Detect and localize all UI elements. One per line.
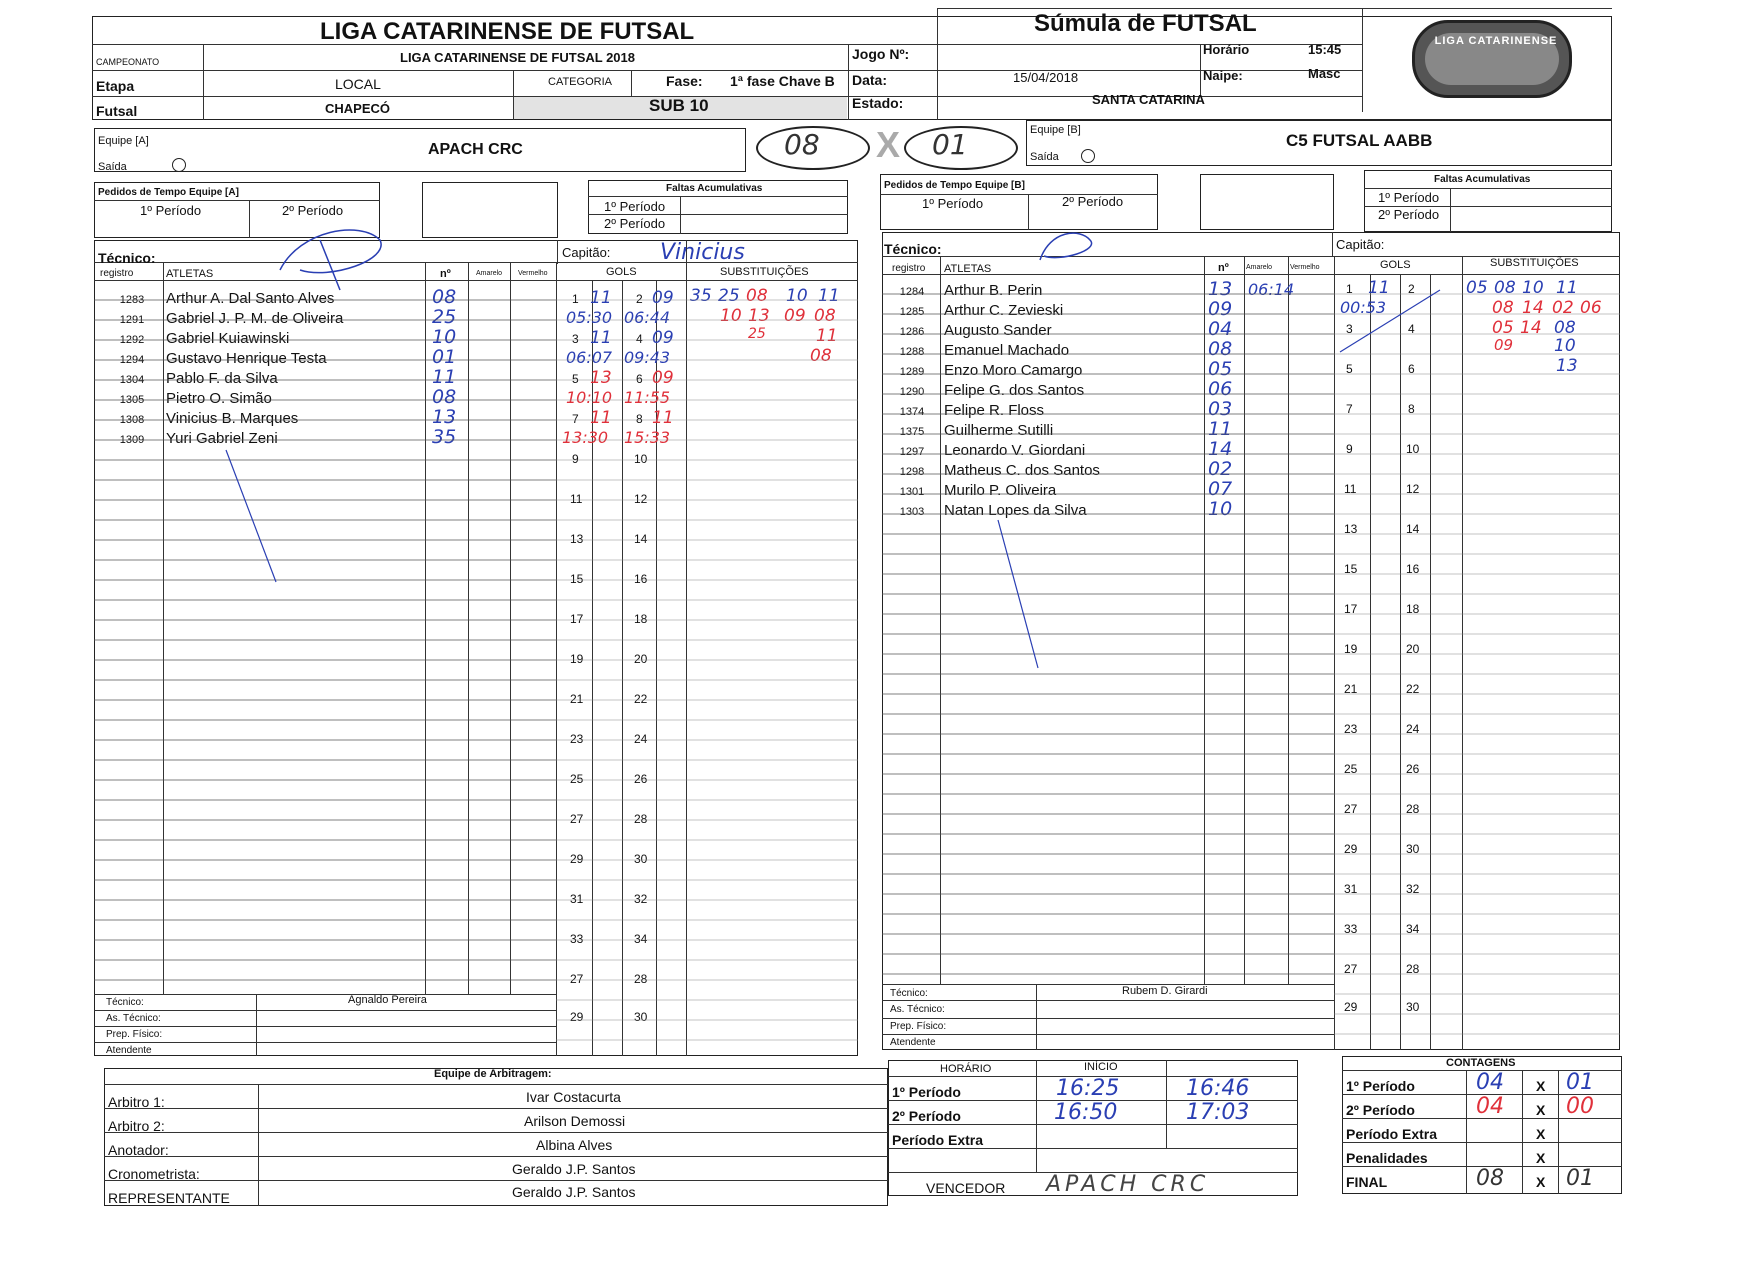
team-a-reg: 1304 (119, 374, 145, 386)
team-b-player-name: Murilo P. Oliveira (944, 482, 1057, 499)
goal-player-num: 11 (590, 288, 612, 308)
period-end-time: 17:03 (1186, 1100, 1250, 1125)
period-start-time: 16:50 (1054, 1100, 1118, 1125)
referee-label: Arbitro 2: (108, 1118, 165, 1134)
team-b-player-name: Natan Lopes da Silva (944, 502, 1087, 519)
team-a-saida-label: Saída (98, 161, 127, 173)
team-b-reg: 1290 (899, 386, 925, 398)
goal-time: 06:07 (566, 348, 613, 367)
team-a-captain-hw: Vinicius (660, 240, 745, 265)
futsal-value: CHAPECÓ (325, 101, 391, 116)
logo-text: LIGA CATARINENSE (1434, 35, 1558, 47)
team-a-player-num: 35 (432, 426, 457, 448)
etapa-value: LOCAL (335, 76, 381, 92)
goal-time: 10:10 (566, 388, 613, 407)
team-b-reg: 1374 (899, 406, 925, 418)
team-a-player-num: 08 (432, 286, 457, 308)
team-a-player-num: 01 (432, 346, 457, 368)
row-line (1340, 290, 1440, 352)
period-label: Período Extra (892, 1132, 984, 1148)
team-b-reg: 1301 (899, 486, 925, 498)
referee-name: Albina Alves (536, 1137, 613, 1153)
team-b-staff-tecnico-label: Técnico: (890, 988, 928, 999)
futsal-label: Futsal (96, 103, 138, 119)
referees-box (104, 1068, 888, 1206)
vencedor-label: VENCEDOR (926, 1180, 1006, 1196)
sub-entry: 09 (1494, 336, 1514, 354)
estado-label: Estado: (852, 95, 904, 111)
sub-entry: 08 (1492, 298, 1514, 318)
team-a-prep-fisico-label: Prep. Físico: (106, 1029, 163, 1040)
fase-value: 1ª fase Chave B (730, 73, 835, 89)
score-b: 01 (932, 128, 968, 161)
inicio-header: INÍCIO (1084, 1061, 1118, 1073)
count-x: X (1536, 1150, 1546, 1166)
referee-label: REPRESENTANTE (108, 1190, 230, 1206)
team-b-reg: 1375 (899, 426, 925, 438)
team-b-goal-time: 00:53 (1340, 298, 1387, 317)
team-b-yellow-header: Amarelo (1246, 264, 1273, 271)
count-x: X (1536, 1126, 1546, 1142)
sub-entry: 10 (1522, 278, 1544, 298)
team-a-coach-name: Agnaldo Pereira (348, 994, 427, 1006)
team-b-saida-label: Saída (1030, 151, 1059, 163)
goal-number: 2 (636, 292, 643, 306)
fouls-b-title: Faltas Acumulativas (1434, 174, 1531, 185)
count-label: Período Extra (1346, 1126, 1438, 1142)
team-a-num-header: nº (440, 268, 451, 280)
period-end-time: 16:46 (1186, 1076, 1250, 1101)
sub-entry: 06 (1580, 298, 1602, 318)
team-a-atendente-label: Atendente (106, 1045, 152, 1056)
goal-time: 06:44 (624, 308, 671, 327)
team-b-goal-player-num: 11 (1368, 278, 1390, 298)
period-start-time: 16:25 (1056, 1076, 1120, 1101)
count-label: 1º Período (1346, 1078, 1415, 1094)
team-a-tecnico-label: Técnico: (98, 250, 156, 266)
count-label: FINAL (1346, 1174, 1388, 1190)
count-a: 04 (1476, 1094, 1504, 1119)
team-b-num-header: nº (1218, 262, 1229, 274)
count-b: 01 (1566, 1166, 1594, 1191)
team-b-player-num: 02 (1208, 458, 1233, 480)
team-b-player-num: 11 (1208, 418, 1233, 440)
team-a-red-header: Vermelho (518, 270, 548, 277)
sub-entry: 11 (818, 286, 840, 306)
team-b-player-num: 07 (1208, 478, 1233, 500)
goal-time: 15:33 (624, 428, 671, 447)
team-b-player-name: Augusto Sander (944, 322, 1052, 339)
timeouts-a-p2: 2º Período (282, 203, 344, 218)
sub-entry: 05 (1466, 278, 1488, 298)
referee-name: Arilson Demossi (524, 1113, 626, 1129)
count-x: X (1536, 1174, 1546, 1190)
sub-entry: 02 (1552, 298, 1574, 318)
naipe-label: Naipe: (1203, 68, 1243, 83)
fouls-b-p1: 1º Período (1378, 190, 1440, 205)
team-b-player-num: 08 (1208, 338, 1233, 360)
team-a-player-name: Gustavo Henrique Testa (166, 350, 327, 367)
count-x: X (1536, 1102, 1546, 1118)
versus-mark: X (876, 124, 901, 165)
team-a-player-name: Pablo F. da Silva (166, 370, 278, 387)
sub-entry: 08 (814, 306, 836, 326)
referee-name: Geraldo J.P. Santos (512, 1161, 636, 1177)
sub-entry: 09 (784, 306, 806, 326)
coach-a-signature (280, 230, 381, 290)
team-b-registro-header: registro (892, 263, 926, 274)
categoria-label: CATEGORIA (548, 76, 612, 88)
team-b-reg: 1288 (899, 346, 925, 358)
campeonato-label: CAMPEONATO (96, 57, 160, 67)
team-b-player-name: Emanuel Machado (944, 342, 1070, 359)
referee-label: Anotador: (108, 1142, 169, 1158)
sub-entry: 10 (720, 306, 742, 326)
goal-player-num: 09 (652, 288, 674, 308)
goal-number: 8 (636, 412, 643, 426)
sub-entry: 25 (718, 286, 740, 306)
team-a-reg: 1283 (119, 294, 145, 306)
row-line (226, 450, 276, 582)
goal-number: 1 (572, 292, 579, 306)
etapa-label: Etapa (96, 78, 135, 94)
timeouts-b-p2: 2º Período (1062, 194, 1124, 209)
fouls-a-title: Faltas Acumulativas (666, 183, 763, 194)
team-b-label: Equipe [B] (1030, 124, 1081, 136)
categoria-value: SUB 10 (649, 96, 709, 115)
team-b-capitao-label: Capitão: (1336, 237, 1385, 252)
referee-name: Geraldo J.P. Santos (512, 1184, 636, 1200)
team-b-player-name: Leonardo V. Giordani (944, 442, 1086, 459)
team-b-atendente-label: Atendente (890, 1037, 936, 1048)
team-b-yellow-card-time: 06:14 (1248, 280, 1295, 299)
team-b-player-num: 05 (1208, 358, 1233, 380)
period-label: 2º Período (892, 1108, 961, 1124)
goal-player-num: 09 (652, 328, 674, 348)
team-a-reg: 1294 (119, 354, 145, 366)
team-b-subs-header: SUBSTITUIÇÕES (1490, 257, 1579, 269)
period-label: 1º Período (892, 1084, 961, 1100)
horario-header: HORÁRIO (940, 1063, 992, 1075)
team-b-player-num: 03 (1208, 398, 1233, 420)
team-b-player-name: Felipe G. dos Santos (944, 382, 1085, 399)
sub-entry: 08 (810, 346, 832, 366)
team-b-player-num: 14 (1208, 438, 1233, 460)
team-a-player-num: 13 (432, 406, 457, 428)
goal-time: 09:43 (624, 348, 671, 367)
timeouts-b-title: Pedidos de Tempo Equipe [B] (884, 180, 1025, 191)
team-b-player-num: 09 (1208, 298, 1233, 320)
count-b: 01 (1566, 1070, 1594, 1095)
goal-time: 13:30 (562, 428, 609, 447)
referee-name: Ivar Costacurta (526, 1089, 621, 1105)
referees-title: Equipe de Arbitragem: (434, 1068, 552, 1080)
count-a: 04 (1476, 1070, 1504, 1095)
team-b-player-name: Arthur B. Perin (944, 282, 1043, 299)
timeouts-a-title: Pedidos de Tempo Equipe [A] (98, 187, 239, 198)
team-b-player-num: 04 (1208, 318, 1233, 340)
estado-value: SANTA CATARINA (1092, 92, 1205, 107)
data-value: 15/04/2018 (1013, 70, 1079, 85)
team-a-as-tecnico-label: As. Técnico: (106, 1013, 161, 1024)
team-a-player-name: Gabriel Kuiawinski (166, 330, 290, 347)
team-a-player-name: Arthur A. Dal Santo Alves (166, 290, 335, 307)
team-a-reg: 1292 (119, 334, 145, 346)
count-label: Penalidades (1346, 1150, 1428, 1166)
team-a-gols-header: GOLS (606, 266, 637, 278)
sub-entry: 13 (748, 306, 770, 326)
team-b-atletas-header: ATLETAS (944, 263, 992, 275)
sub-entry: 11 (816, 326, 838, 346)
team-b-player-num: 13 (1208, 278, 1233, 300)
sumula-title: Súmula de FUTSAL (1034, 10, 1257, 37)
team-b-player-name: Matheus C. dos Santos (944, 462, 1100, 479)
data-label: Data: (852, 72, 888, 88)
fouls-b-p2: 2º Período (1378, 207, 1440, 222)
team-a-registro-header: registro (100, 268, 134, 279)
sub-entry: 08 (1494, 278, 1516, 298)
team-a-player-name: Yuri Gabriel Zeni (166, 430, 278, 447)
team-b-player-name: Enzo Moro Camargo (944, 362, 1083, 379)
team-b-player-name: Guilherme Sutilli (944, 422, 1054, 439)
team-b-gols-header: GOLS (1380, 259, 1411, 271)
team-b-tecnico-label: Técnico: (884, 241, 942, 257)
team-a-name: APACH CRC (428, 141, 523, 158)
team-b-name: C5 FUTSAL AABB (1286, 131, 1433, 150)
horario-label: Horário (1203, 42, 1250, 57)
team-a-reg: 1308 (119, 414, 145, 426)
goal-number: 4 (636, 332, 643, 346)
league-title: LIGA CATARINENSE DE FUTSAL (320, 18, 695, 45)
sub-entry: 10 (1554, 336, 1576, 356)
team-a-reg: 1305 (119, 394, 145, 406)
jogo-label: Jogo Nº: (852, 46, 910, 62)
sub-entry: 10 (786, 286, 808, 306)
goal-time: 11:55 (624, 388, 671, 407)
team-a-reg: 1309 (119, 434, 145, 446)
team-a-staff-tecnico-label: Técnico: (106, 997, 144, 1008)
referee-label: Cronometrista: (108, 1166, 200, 1182)
team-b-player-num: 06 (1208, 378, 1233, 400)
sub-entry: 13 (1556, 356, 1578, 376)
goal-number: 6 (636, 372, 643, 386)
sub-entry: 14 (1522, 298, 1544, 318)
team-b-red-header: Vermelho (1290, 264, 1320, 271)
goal-player-num: 11 (590, 328, 612, 348)
team-a-label: Equipe [A] (98, 135, 149, 147)
team-a-player-name: Gabriel J. P. M. de Oliveira (166, 310, 344, 327)
team-b-reg: 1286 (899, 326, 925, 338)
goal-number: 3 (572, 332, 579, 346)
sub-entry: 05 (1492, 318, 1514, 338)
team-a-yellow-header: Amarelo (476, 270, 503, 277)
goal-player-num: 11 (652, 408, 674, 428)
goal-player-num: 09 (652, 368, 674, 388)
team-a-subs-header: SUBSTITUIÇÕES (720, 266, 809, 278)
referee-label: Arbitro 1: (108, 1094, 165, 1110)
goal-player-num: 13 (590, 368, 612, 388)
goal-number: 5 (572, 372, 579, 386)
team-b-reg: 1303 (899, 506, 925, 518)
team-a-player-num: 11 (432, 366, 457, 388)
team-b-player-name: Arthur C. Zevieski (944, 302, 1064, 319)
horario-value: 15:45 (1308, 42, 1342, 57)
count-a: 08 (1476, 1166, 1504, 1191)
goal-player-num: 11 (590, 408, 612, 428)
team-b-coach-name: Rubem D. Girardi (1122, 985, 1208, 997)
sub-entry: 14 (1520, 318, 1542, 338)
team-a-player-num: 08 (432, 386, 457, 408)
team-a-player-name: Vinicius B. Marques (166, 410, 299, 427)
sub-entry: 25 (748, 326, 766, 342)
fase-label: Fase: (666, 73, 703, 89)
team-a-player-name: Pietro O. Simão (166, 390, 272, 407)
team-b-reg: 1285 (899, 306, 925, 318)
team-b-reg: 1297 (899, 446, 925, 458)
goal-number: 7 (572, 412, 579, 426)
naipe-value: Masc (1308, 66, 1341, 81)
count-b: 00 (1566, 1094, 1594, 1119)
team-a-atletas-header: ATLETAS (166, 268, 214, 280)
coach-b-signature (1040, 233, 1092, 260)
team-a-reg: 1291 (119, 314, 145, 326)
fouls-a-p1: 1º Período (604, 199, 666, 214)
campeonato-value: LIGA CATARINENSE DE FUTSAL 2018 (400, 50, 635, 65)
timeouts-a-p1: 1º Período (140, 203, 202, 218)
score-a: 08 (784, 128, 820, 161)
team-b-as-tecnico-label: As. Técnico: (890, 1004, 945, 1015)
sub-entry: 11 (1556, 278, 1578, 298)
team-a-capitao-label: Capitão: (562, 245, 611, 260)
goal-time: 05:30 (566, 308, 613, 327)
count-label: 2º Período (1346, 1102, 1415, 1118)
team-b-prep-fisico-label: Prep. Físico: (890, 1021, 947, 1032)
vencedor-value: APACH CRC (1046, 1172, 1210, 1197)
sub-entry: 08 (1554, 318, 1576, 338)
team-b-player-num: 10 (1208, 498, 1233, 520)
timeouts-b-p1: 1º Período (922, 196, 984, 211)
fouls-a-p2: 2º Período (604, 216, 666, 231)
team-a-player-num: 25 (432, 306, 457, 328)
sub-entry: 08 (746, 286, 768, 306)
team-a-player-num: 10 (432, 326, 457, 348)
counts-title: CONTAGENS (1446, 1057, 1516, 1069)
team-b-reg: 1289 (899, 366, 925, 378)
count-x: X (1536, 1078, 1546, 1094)
team-b-reg: 1298 (899, 466, 925, 478)
team-b-player-name: Felipe R. Floss (944, 402, 1045, 419)
team-b-reg: 1284 (899, 286, 925, 298)
sub-entry: 35 (690, 286, 712, 306)
